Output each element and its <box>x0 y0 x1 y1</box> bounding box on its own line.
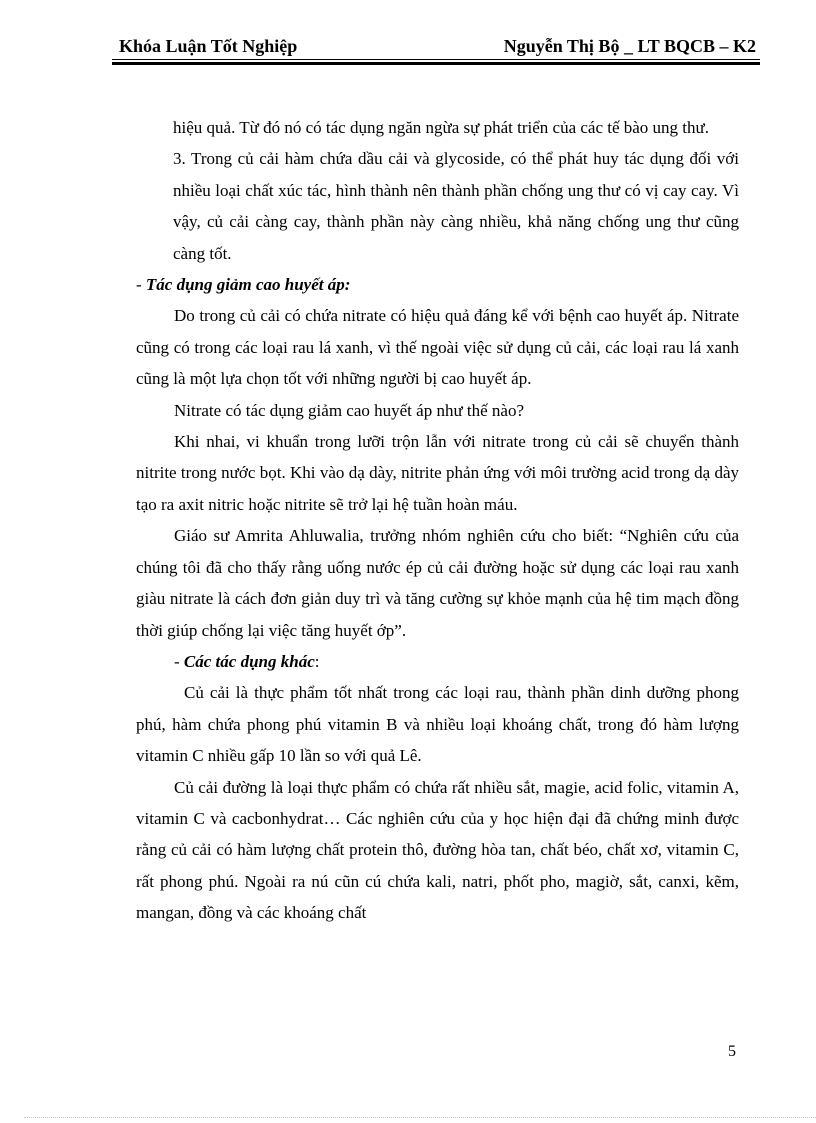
paragraph: Khi nhai, vi khuẩn trong lưỡi trộn lẫn với nitrate trong củ cải sẽ chuyển thành nitrite trong nước bọt. Khi vào dạ dày, nitrite phản ứng với môi trường acid trong dạ dày tạo ra axit nitric hoặc nitrite sẽ trở lại hệ tuần hoàn máu. <box>136 432 739 514</box>
paragraph: hiệu quả. Từ đó nó có tác dụng ngăn ngừa sự phát triển của các tế bào ung thư. <box>173 118 709 137</box>
paragraph: Do trong củ cải có chứa nitrate có hiệu quả đáng kể với bệnh cao huyết áp. Nitrate cũng có trong các loại rau lá xanh, vì thế ngoài việc sử dụng củ cải, các loại rau lá xanh cũng là một lựa chọn tốt với những người bị cao huyết áp. <box>136 306 739 389</box>
paragraph: Củ cải là thực phẩm tốt nhất trong các loại rau, thành phần dinh dưỡng phong phú, hàm chứa phong phú vitamin B và nhiều loại khoáng chất, trong đó hàm lượng vitamin C nhiều gấp 10 lần so với quả Lê. <box>136 683 739 766</box>
paragraph: Giáo sư Amrita Ahluwalia, trưởng nhóm nghiên cứu cho biết: “Nghiên cứu của chúng tôi đã cho thấy rằng uống nước ép củ cải đường hoặc sử dụng các loại rau xanh giàu nitrate là cách đơn giản duy trì và tăng cường sự khỏe mạnh của hệ tim mạch đồng thời giúp chống lại việc tăng huyết ớp”. <box>136 526 739 640</box>
section-heading <box>136 646 739 677</box>
heading-prefix: - <box>136 275 146 295</box>
paragraph: Nitrate có tác dụng giảm cao huyết áp như thế nào? <box>174 400 525 420</box>
paragraph: 3. Trong củ cải hàm chứa dầu cải và glycoside, có thể phát huy tác dụng đối với nhiều loại chất xúc tác, hình thành nên thành phần chống ung thư có vị cay cay. Vì vậy, củ cải càng cay, thành phần này càng nhiều, khả năng chống ung thư cũng càng tốt. <box>173 149 739 263</box>
heading-text: Các tác dụng khác <box>183 651 315 671</box>
header-rule-thick <box>112 62 760 65</box>
header-title: Khóa Luận Tốt Nghiệp <box>119 36 298 56</box>
paragraph: Củ cải đường là loại thực phẩm có chứa rất nhiều sắt, magie, acid folic, vitamin A, vitamin C và cacbonhydrat… Các nghiên cứu của y học hiện đại đã chứng minh được rằng củ cải có hàm lượng chất protein thô, đường hòa tan, chất béo, chất xơ, vitamin C, rất phong phú. Ngoài ra nú cũn cú chứa kali, natri, phốt pho, magiờ, sắt, canxi, kẽm, mangan, đồng và các khoáng chất <box>136 777 739 923</box>
section-heading <box>136 269 739 300</box>
heading-prefix: - <box>174 651 184 671</box>
heading-suffix: : <box>314 651 320 671</box>
page-bottom-divider <box>24 1117 816 1118</box>
header-rule-thin <box>112 59 760 60</box>
heading-text: Tác dụng giảm cao huyết áp: <box>145 275 351 295</box>
header-author: Nguyễn Thị Bộ _ LT BQCB – K2 <box>503 36 756 56</box>
page-number: 5 <box>728 1043 736 1060</box>
page-header <box>112 36 762 60</box>
page-body <box>136 112 739 929</box>
